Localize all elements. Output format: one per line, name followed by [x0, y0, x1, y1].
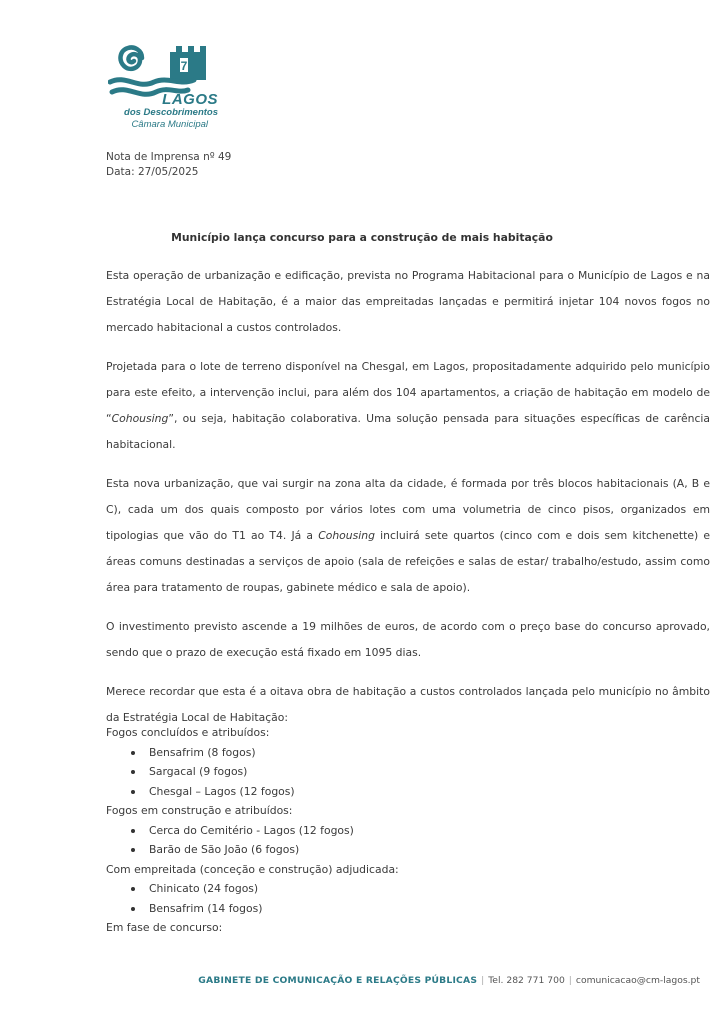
logo-name: LAGOS [162, 91, 218, 108]
lagos-logo [108, 40, 218, 135]
paragraph-3: Esta nova urbanização, que vai surgir na zona alta da cidade, é formada por três blocos habitacionais (A, B e C), cada um dos quais composto por vários lotes com uma volumetria de cinco pisos, organizados em tipologias que vão do T1 ao T4. Já a Cohousing incluirá sete quartos (cinco com e dois sem kitchenette) e áreas comuns destinadas a serviços de apoio (sala de refeições e salas de estar/ trabalho/estudo, assim como área para tratamento de roupas, gabinete médico e sala de apoio). [106, 477, 710, 594]
list-item: Bensafrim (14 fogos) [106, 899, 606, 919]
group-label: Em fase de concurso: [106, 921, 223, 934]
footer-department: GABINETE DE COMUNICAÇÃO E RELAÇÕES PÚBLICAS [198, 975, 478, 986]
list-item: Sargacal (9 fogos) [106, 762, 606, 782]
press-note-number: Nota de Imprensa nº 49 [106, 151, 232, 163]
paragraph-2: Projetada para o lote de terreno disponível na Chesgal, em Lagos, propositadamente adquirido pelo município para este efeito, a intervenção inclui, para além dos 104 apartamentos, a criação de habitação em modelo de “Cohousing”, ou seja, habitação colaborativa. Uma solução pensada para situações específicas de carência habitacional. [106, 360, 710, 451]
footer-phone: Tel. 282 771 700 [488, 975, 565, 986]
group-label: Fogos concluídos e atribuídos: [106, 726, 270, 739]
group-list [106, 743, 606, 802]
group-list [106, 879, 606, 918]
press-meta [106, 150, 231, 180]
list-item: Chesgal – Lagos (12 fogos) [106, 782, 606, 802]
list-item: Cerca do Cemitério - Lagos (12 fogos) [106, 821, 606, 841]
list-item: Chinicato (24 fogos) [106, 879, 606, 899]
housing-lists [106, 723, 606, 938]
list-item: Bensafrim (8 fogos) [106, 743, 606, 763]
logo-subtitle-2: Câmara Municipal [131, 119, 208, 130]
group-label: Fogos em construção e atribuídos: [106, 804, 293, 817]
logo-subtitle: dos Descobrimentos [124, 107, 218, 118]
paragraph-5: Merece recordar que esta é a oitava obra de habitação a custos controlados lançada pelo município no âmbito da Estratégia Local de Habitação: [106, 685, 710, 724]
footer-separator: | [481, 975, 485, 986]
footer-email[interactable]: comunicacao@cm-lagos.pt [575, 975, 700, 986]
group-label: Com empreitada (conceção e construção) adjudicada: [106, 862, 399, 876]
paragraph-1: Esta operação de urbanização e edificação, prevista no Programa Habitacional para o Município de Lagos e na Estratégia Local de Habitação, é a maior das empreitadas lançadas e permitirá injetar 104 novos fogos no mercado habitacional a custos controlados. [106, 269, 710, 334]
group-list [106, 821, 606, 860]
page-title: Município lança concurso para a construção de mais habitação [171, 231, 553, 244]
paragraph-4: O investimento previsto ascende a 19 milhões de euros, de acordo com o preço base do concurso aprovado, sendo que o prazo de execução está fixado em 1095 dias. [106, 620, 710, 659]
footer [198, 975, 700, 986]
press-date: Data: 27/05/2025 [106, 166, 199, 178]
footer-separator: | [568, 975, 572, 986]
body-text [106, 263, 710, 744]
svg-text:7: 7 [180, 59, 188, 73]
list-item: Barão de São João (6 fogos) [106, 840, 606, 860]
